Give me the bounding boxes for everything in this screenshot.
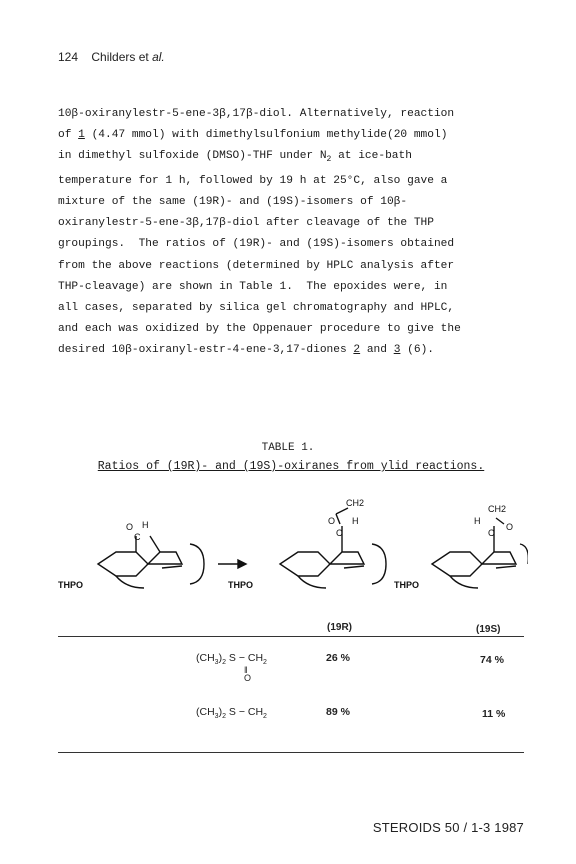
text-line: temperature for 1 h, followed by 19 h at 25°C, also gave a (58, 174, 448, 187)
column-header-19S: (19S) (476, 624, 501, 635)
text-line: and each was oxidized by the Oppenauer procedure to give the (58, 323, 461, 336)
carbon-label: C (134, 532, 141, 542)
reaction-scheme (58, 484, 528, 614)
authors: Childers et al. (91, 50, 165, 64)
text-line: of 1 (4.47 mmol) with dimethylsulfonium methylide(20 mmol) (58, 129, 448, 142)
reagent-sulfoxonium: $(CH_3)_2$ $S - CH_2$ ‖ O (196, 652, 267, 683)
ratio-19R: 89 % (326, 706, 350, 718)
text-line: from the above reactions (determined by HPLC analysis after (58, 259, 455, 272)
page-number: 124 (58, 50, 79, 64)
text-line: all cases, separated by silica gel chromatography and HPLC, (58, 302, 455, 315)
table-rule-top (58, 636, 524, 637)
reagent-sulfonium: $(CH_3)_2$ $S - CH_2$ (196, 706, 267, 721)
text-line: in dimethyl sulfoxide (DMSO)-THF under $N_2$ at ice-bath (58, 150, 412, 165)
oxygen-label: O (506, 522, 514, 532)
body-paragraph (58, 104, 528, 362)
aldehyde-structure (98, 536, 204, 588)
text-line: oxiranylestr-5-ene-3β,17β-diol after cleavage of the THP (58, 217, 434, 230)
text-line: groupings. The ratios of (19R)- and (19S)-isomers obtained (58, 238, 455, 251)
journal-footer: STEROIDS 50 / 1-3 1987 (372, 820, 524, 835)
ch2-label: CH2 (346, 498, 365, 508)
ratio-19R: 26 % (326, 652, 350, 664)
ratio-19S: 11 % (482, 708, 506, 720)
table-title: TABLE 1. (261, 442, 315, 454)
ratio-19S: 74 % (480, 654, 504, 666)
column-header-19R: (19R) (327, 622, 353, 633)
hydrogen-label: H (474, 516, 481, 526)
thpo-label: THPO (58, 580, 84, 590)
text-line: desired 10β-oxiranyl-estr-4-ene-3,17-diones 2 and 3 (6). (58, 344, 434, 357)
table-rule-bottom (58, 752, 524, 753)
thpo-label: THPO (228, 580, 254, 590)
running-header (58, 50, 165, 64)
hydrogen-label: H (142, 520, 149, 530)
oxygen-label: O (126, 522, 134, 532)
text-line: mixture of the same (19R)- and (19S)-isomers of 10β- (58, 196, 408, 209)
carbon-label: C (336, 528, 343, 538)
hydrogen-label: H (352, 516, 359, 526)
text-line: THP-cleavage) are shown in Table 1. The epoxides were, in (58, 280, 448, 293)
ch2-label: CH2 (488, 504, 507, 514)
epoxide-19S-structure (432, 518, 528, 588)
text-line: 10β-oxiranylestr-5-ene-3β,17β-diol. Alternatively, reaction (58, 108, 455, 120)
thpo-label: THPO (394, 580, 420, 590)
table-caption: Ratios of (19R)- and (19S)-oxiranes from ylid reactions. (97, 460, 485, 473)
carbon-label: C (488, 528, 495, 538)
oxygen-label: O (328, 516, 336, 526)
